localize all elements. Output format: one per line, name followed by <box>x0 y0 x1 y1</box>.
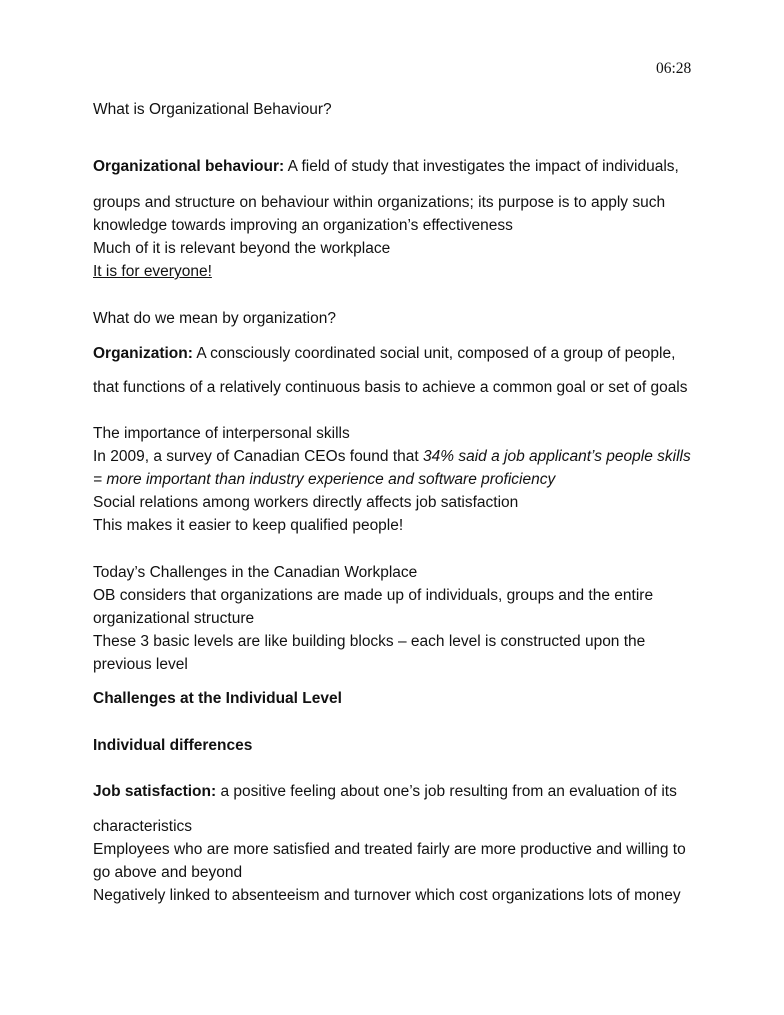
body-line: Social relations among workers directly affects job satisfaction <box>93 494 519 511</box>
body-text: In 2009, a survey of Canadian CEOs found that <box>93 448 424 465</box>
definition-line <box>93 158 679 176</box>
section-heading: The importance of interpersonal skills <box>93 425 350 442</box>
body-line: Employees who are more satisfied and treated fairly are more productive and willing to <box>93 841 686 858</box>
subheading <box>93 737 252 755</box>
body-line: organizational structure <box>93 610 255 627</box>
body-line: Much of it is relevant beyond the workplace <box>93 240 391 257</box>
section-heading: Today’s Challenges in the Canadian Workplace <box>93 564 418 581</box>
subheading <box>93 690 342 708</box>
bold-text: Individual differences <box>93 737 253 754</box>
bold-text: Challenges at the Individual Level <box>93 690 342 707</box>
section-heading: What do we mean by organization? <box>93 310 336 327</box>
italic-text: = more important than industry experience and software proficiency <box>93 471 556 488</box>
definition-text: a positive feeling about one’s job resulting from an evaluation of its <box>216 783 677 800</box>
body-line: These 3 basic levels are like building blocks – each level is constructed upon the <box>93 633 646 650</box>
body-line: characteristics <box>93 818 193 835</box>
definition-text: A consciously coordinated social unit, composed of a group of people, <box>192 345 676 362</box>
body-line: This makes it easier to keep qualified people! <box>93 517 404 534</box>
definition-line <box>93 783 677 801</box>
underlined-line <box>93 263 212 281</box>
body-line: groups and structure on behaviour within organizations; its purpose is to apply such <box>93 194 666 211</box>
body-line: go above and beyond <box>93 864 243 881</box>
section-heading: What is Organizational Behaviour? <box>93 101 332 118</box>
definition-term: Organization: <box>93 345 193 362</box>
timestamp: 06:28 <box>656 60 692 77</box>
body-line: previous level <box>93 656 188 673</box>
definition-term: Job satisfaction: <box>93 783 217 800</box>
definition-line <box>93 345 675 363</box>
body-line: OB considers that organizations are made up of individuals, groups and the entire <box>93 587 654 604</box>
body-line: knowledge towards improving an organization’s effectiveness <box>93 217 513 234</box>
body-line <box>93 448 691 466</box>
italic-line <box>93 471 555 489</box>
definition-text: A field of study that investigates the impact of individuals, <box>284 158 679 175</box>
body-line: Negatively linked to absenteeism and turnover which cost organizations lots of money <box>93 887 681 904</box>
italic-text: 34% said a job applicant’s people skills <box>423 448 691 465</box>
body-line: that functions of a relatively continuous basis to achieve a common goal or set of goals <box>93 379 688 396</box>
definition-term: Organizational behaviour: <box>93 158 285 175</box>
underlined-text: It is for everyone! <box>93 263 212 280</box>
